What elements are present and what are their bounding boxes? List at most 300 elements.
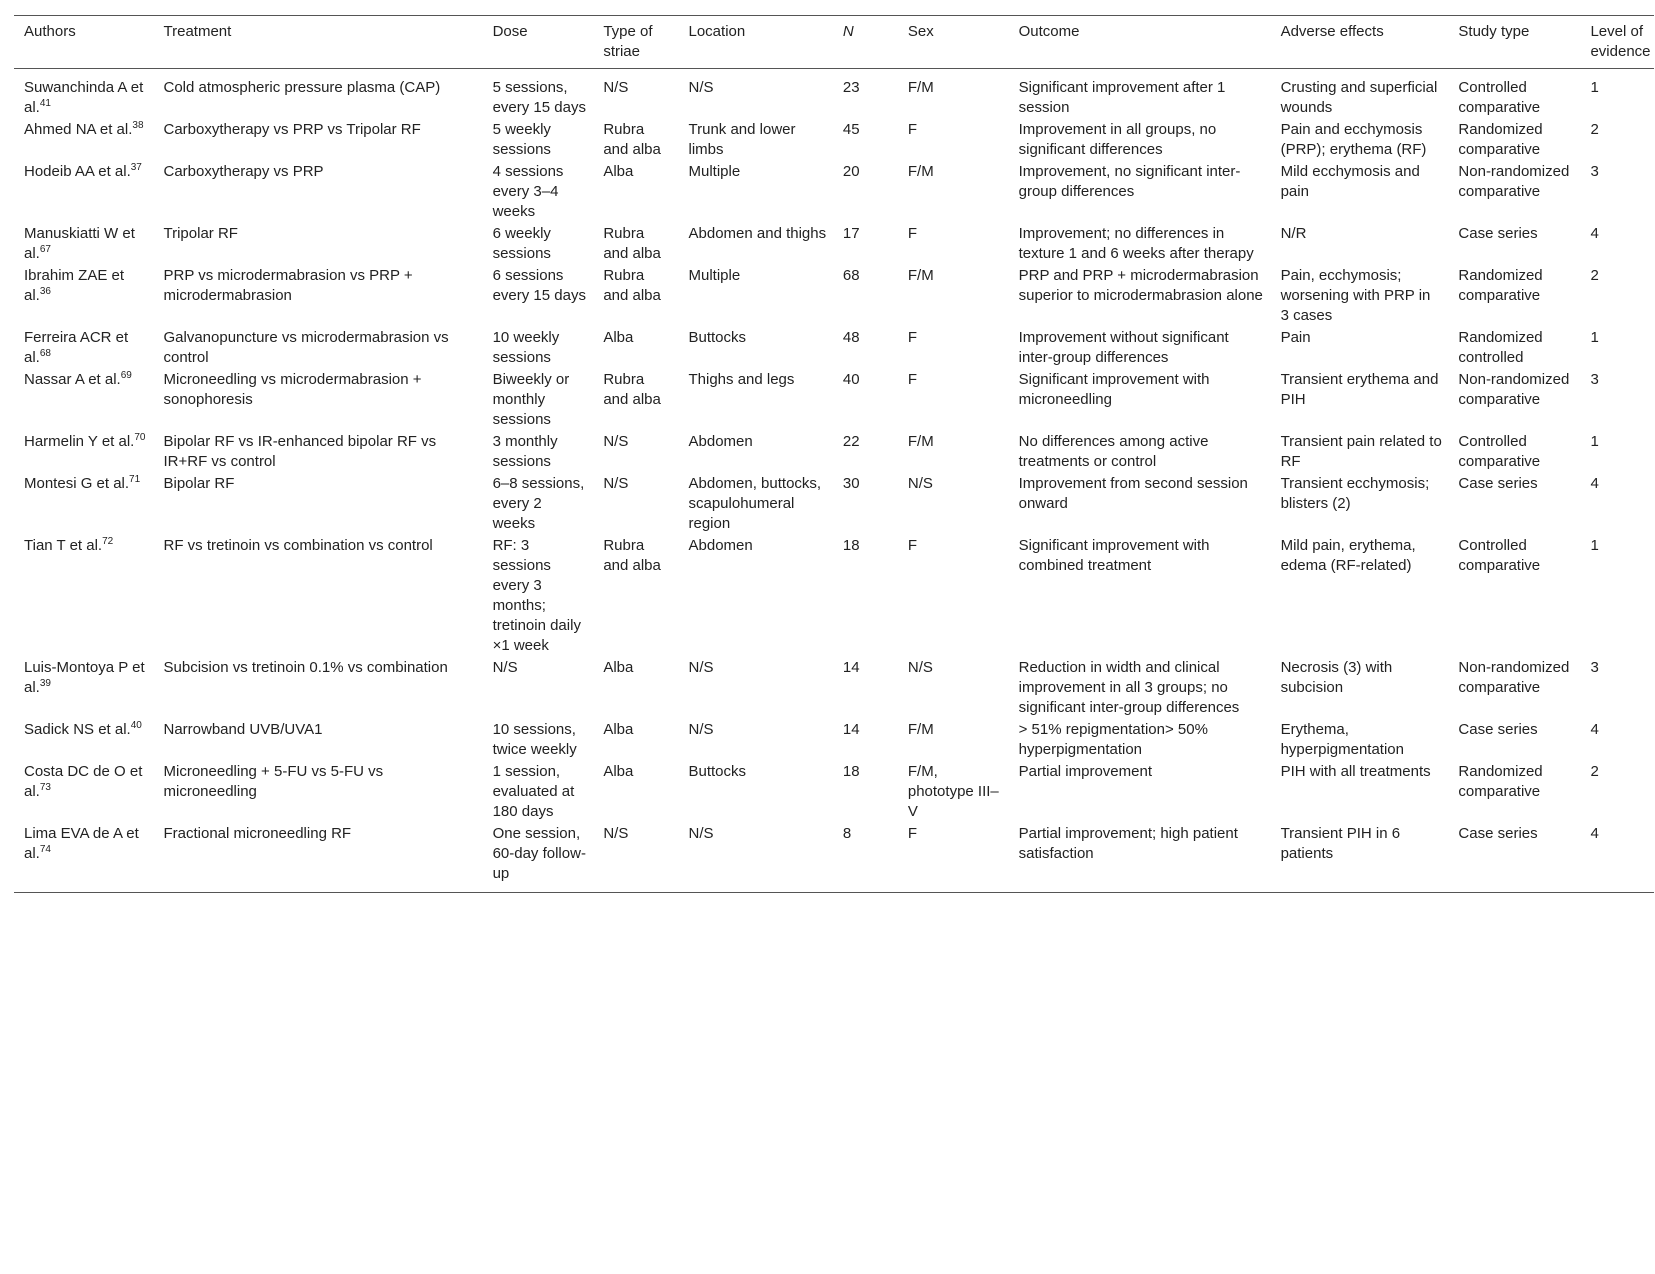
cell-location-text: N/S (688, 659, 714, 676)
cell-adverse-effects (1271, 823, 1449, 893)
cell-n (833, 265, 898, 327)
cell-author-text: Manuskiatti W et al. (24, 225, 135, 262)
cell-author-text: Costa DC de O et al. (24, 763, 143, 800)
cell-striae-type (593, 223, 678, 265)
cell-study-type (1448, 265, 1580, 327)
header-striae-type: Type of striae (593, 16, 678, 69)
cell-level-of-evidence-text: 4 (1590, 825, 1599, 842)
cell-adverse-effects-text: Transient ecchymosis; blisters (2) (1280, 475, 1430, 512)
cell-location (679, 161, 833, 223)
cell-level-of-evidence (1580, 161, 1654, 223)
cell-location (679, 823, 833, 893)
reference-number: 37 (130, 162, 142, 173)
cell-sex-text: N/S (907, 659, 933, 676)
cell-dose-text: N/S (492, 659, 518, 676)
cell-striae-type (593, 369, 678, 431)
cell-author-text: Montesi G et al. (24, 475, 130, 492)
cell-location-text: Abdomen (688, 537, 753, 554)
table-row (14, 265, 1654, 327)
cell-dose (483, 119, 594, 161)
cell-location (679, 369, 833, 431)
cell-dose (483, 223, 594, 265)
cell-location-text: Buttocks (688, 329, 747, 346)
cell-outcome (1009, 719, 1271, 761)
table-row (14, 119, 1654, 161)
cell-level-of-evidence-text: 2 (1590, 267, 1599, 284)
cell-study-type (1448, 657, 1580, 719)
cell-dose-text: 6 weekly sessions (492, 225, 551, 262)
cell-study-type (1448, 431, 1580, 473)
cell-adverse-effects-text: Pain, ecchymosis; worsening with PRP in 3 cases (1280, 267, 1431, 324)
cell-n-text: 23 (842, 79, 860, 96)
cell-location-text: Thighs and legs (688, 371, 795, 388)
table-row (14, 369, 1654, 431)
cell-treatment (154, 161, 483, 223)
cell-outcome-text: Significant improvement with microneedling (1018, 371, 1210, 408)
cell-sex (898, 719, 1009, 761)
table-row (14, 761, 1654, 823)
cell-dose-text: 1 session, evaluated at 180 days (492, 763, 575, 820)
cell-level-of-evidence (1580, 761, 1654, 823)
cell-outcome (1009, 823, 1271, 893)
cell-outcome-text: Partial improvement (1018, 763, 1152, 780)
cell-outcome (1009, 431, 1271, 473)
cell-location (679, 327, 833, 369)
cell-location-text: Abdomen and thighs (688, 225, 827, 242)
cell-dose-text: 6 sessions every 15 days (492, 267, 586, 304)
cell-dose-text: 6–8 sessions, every 2 weeks (492, 475, 585, 532)
cell-author (14, 161, 154, 223)
header-authors: Authors (14, 16, 154, 69)
cell-study-type-text: Case series (1458, 825, 1538, 842)
cell-author (14, 431, 154, 473)
cell-location (679, 431, 833, 473)
cell-sex-text: F/M (907, 433, 934, 450)
cell-location (679, 473, 833, 535)
cell-sex (898, 69, 1009, 120)
cell-author (14, 761, 154, 823)
cell-adverse-effects-text: Transient pain related to RF (1280, 433, 1442, 470)
cell-sex (898, 761, 1009, 823)
cell-n (833, 657, 898, 719)
table-row (14, 161, 1654, 223)
cell-location-text: N/S (688, 825, 714, 842)
cell-study-type-text: Case series (1458, 225, 1538, 242)
cell-n-text: 45 (842, 121, 860, 138)
cell-striae-type-text: Rubra and alba (603, 267, 661, 304)
table-row (14, 719, 1654, 761)
studies-table (14, 15, 1654, 893)
cell-n (833, 223, 898, 265)
cell-location (679, 223, 833, 265)
cell-treatment-text: Fractional microneedling RF (163, 825, 352, 842)
cell-location-text: Trunk and lower limbs (688, 121, 796, 158)
cell-dose (483, 431, 594, 473)
cell-treatment (154, 223, 483, 265)
cell-sex (898, 161, 1009, 223)
cell-study-type-text: Case series (1458, 475, 1538, 492)
cell-treatment-text: Microneedling + 5-FU vs 5-FU vs microneedling (163, 763, 384, 800)
cell-level-of-evidence-text: 2 (1590, 121, 1599, 138)
cell-sex-text: F/M (907, 267, 934, 284)
cell-n (833, 119, 898, 161)
cell-study-type-text: Controlled comparative (1458, 433, 1541, 470)
cell-striae-type (593, 265, 678, 327)
cell-treatment (154, 761, 483, 823)
cell-author-text: Ferreira ACR et al. (24, 329, 129, 366)
cell-n (833, 431, 898, 473)
cell-study-type (1448, 823, 1580, 893)
table-body (14, 69, 1654, 893)
cell-adverse-effects (1271, 431, 1449, 473)
cell-sex-text: F (907, 225, 918, 242)
cell-sex-text: F/M (907, 79, 934, 96)
header-location: Location (679, 16, 833, 69)
cell-sex (898, 369, 1009, 431)
cell-outcome (1009, 327, 1271, 369)
table-row (14, 535, 1654, 657)
cell-treatment-text: Tripolar RF (163, 225, 238, 242)
cell-n-text: 68 (842, 267, 860, 284)
cell-striae-type-text: Alba (603, 763, 634, 780)
cell-author-text: Harmelin Y et al. (24, 433, 135, 450)
cell-author-text: Ibrahim ZAE et al. (24, 267, 125, 304)
cell-adverse-effects (1271, 369, 1449, 431)
cell-level-of-evidence (1580, 265, 1654, 327)
cell-outcome (1009, 369, 1271, 431)
cell-treatment-text: RF vs tretinoin vs combination vs control (163, 537, 433, 554)
table-row (14, 223, 1654, 265)
table-row (14, 69, 1654, 120)
cell-treatment (154, 265, 483, 327)
cell-adverse-effects-text: PIH with all treatments (1280, 763, 1431, 780)
cell-adverse-effects (1271, 223, 1449, 265)
cell-location (679, 719, 833, 761)
cell-striae-type-text: Rubra and alba (603, 121, 661, 158)
cell-striae-type (593, 823, 678, 893)
cell-outcome-text: Partial improvement; high patient satisfaction (1018, 825, 1238, 862)
cell-dose-text: 3 monthly sessions (492, 433, 558, 470)
cell-adverse-effects (1271, 265, 1449, 327)
cell-location (679, 69, 833, 120)
cell-study-type-text: Non-randomized comparative (1458, 163, 1570, 200)
cell-study-type-text: Non-randomized comparative (1458, 371, 1570, 408)
cell-n-text: 14 (842, 659, 860, 676)
cell-n-text: 22 (842, 433, 860, 450)
cell-adverse-effects-text: Mild pain, erythema, edema (RF-related) (1280, 537, 1416, 574)
cell-level-of-evidence (1580, 535, 1654, 657)
cell-treatment (154, 327, 483, 369)
cell-study-type (1448, 119, 1580, 161)
cell-dose (483, 265, 594, 327)
cell-sex-text: F (907, 371, 918, 388)
reference-number: 38 (132, 120, 144, 131)
cell-location (679, 535, 833, 657)
cell-striae-type-text: Rubra and alba (603, 225, 661, 262)
cell-sex-text: F (907, 825, 918, 842)
cell-dose-text: RF: 3 sessions every 3 months; tretinoin daily ×1 week (492, 537, 581, 654)
cell-treatment-text: Carboxytherapy vs PRP (163, 163, 324, 180)
cell-n-text: 17 (842, 225, 860, 242)
cell-outcome (1009, 223, 1271, 265)
cell-level-of-evidence-text: 4 (1590, 225, 1599, 242)
cell-dose-text: 4 sessions every 3–4 weeks (492, 163, 564, 220)
cell-author (14, 369, 154, 431)
cell-n-text: 18 (842, 763, 860, 780)
cell-dose (483, 369, 594, 431)
cell-n-text: 20 (842, 163, 860, 180)
cell-dose (483, 535, 594, 657)
cell-outcome (1009, 161, 1271, 223)
cell-level-of-evidence (1580, 69, 1654, 120)
table-row (14, 473, 1654, 535)
cell-outcome (1009, 535, 1271, 657)
cell-study-type-text: Controlled comparative (1458, 537, 1541, 574)
cell-striae-type-text: Alba (603, 329, 634, 346)
cell-study-type (1448, 69, 1580, 120)
cell-author-text: Sadick NS et al. (24, 721, 131, 738)
cell-treatment (154, 431, 483, 473)
reference-number: 69 (120, 370, 132, 381)
cell-sex (898, 431, 1009, 473)
header-treatment: Treatment (154, 16, 483, 69)
cell-striae-type-text: Alba (603, 721, 634, 738)
cell-level-of-evidence (1580, 657, 1654, 719)
cell-outcome-text: > 51% repigmentation> 50% hyperpigmentation (1018, 721, 1208, 758)
cell-n-text: 8 (842, 825, 852, 842)
cell-location-text: Abdomen, buttocks, scapulohumeral region (688, 475, 822, 532)
cell-sex (898, 473, 1009, 535)
cell-location (679, 657, 833, 719)
cell-striae-type (593, 719, 678, 761)
cell-location-text: Abdomen (688, 433, 753, 450)
header-outcome: Outcome (1009, 16, 1271, 69)
cell-adverse-effects-text: N/R (1280, 225, 1307, 242)
cell-striae-type (593, 327, 678, 369)
cell-sex (898, 223, 1009, 265)
cell-dose-text: 5 sessions, every 15 days (492, 79, 586, 116)
cell-level-of-evidence-text: 4 (1590, 475, 1599, 492)
cell-striae-type (593, 119, 678, 161)
cell-level-of-evidence-text: 4 (1590, 721, 1599, 738)
cell-striae-type (593, 431, 678, 473)
cell-sex (898, 265, 1009, 327)
cell-dose (483, 657, 594, 719)
cell-n (833, 761, 898, 823)
cell-level-of-evidence (1580, 327, 1654, 369)
cell-author (14, 223, 154, 265)
cell-treatment-text: Microneedling vs microdermabrasion + sonophoresis (163, 371, 422, 408)
reference-number: 70 (134, 432, 146, 443)
cell-dose (483, 823, 594, 893)
reference-number: 36 (39, 286, 51, 297)
cell-adverse-effects (1271, 535, 1449, 657)
cell-location-text: Multiple (688, 163, 741, 180)
reference-number: 39 (39, 678, 51, 689)
cell-outcome-text: Improvement without significant inter-group differences (1018, 329, 1229, 366)
cell-n-text: 18 (842, 537, 860, 554)
cell-outcome-text: Improvement, no significant inter-group differences (1018, 163, 1241, 200)
cell-adverse-effects-text: Pain (1280, 329, 1311, 346)
cell-level-of-evidence-text: 1 (1590, 433, 1599, 450)
cell-striae-type-text: Alba (603, 163, 634, 180)
table-row (14, 823, 1654, 893)
cell-level-of-evidence (1580, 431, 1654, 473)
reference-number: 41 (39, 98, 51, 109)
cell-treatment (154, 657, 483, 719)
cell-location-text: Buttocks (688, 763, 747, 780)
cell-study-type (1448, 327, 1580, 369)
cell-outcome-text: No differences among active treatments or control (1018, 433, 1209, 470)
cell-level-of-evidence (1580, 369, 1654, 431)
cell-striae-type-text: Alba (603, 659, 634, 676)
cell-level-of-evidence (1580, 473, 1654, 535)
cell-sex (898, 535, 1009, 657)
cell-striae-type (593, 161, 678, 223)
reference-number: 73 (39, 782, 51, 793)
cell-location (679, 119, 833, 161)
cell-sex (898, 657, 1009, 719)
table-row (14, 327, 1654, 369)
cell-n (833, 823, 898, 893)
cell-author-text: Lima EVA de A et al. (24, 825, 139, 862)
cell-outcome-text: Reduction in width and clinical improvement in all 3 groups; no significant inter-group differences (1018, 659, 1240, 716)
cell-study-type (1448, 223, 1580, 265)
cell-location-text: Multiple (688, 267, 741, 284)
cell-adverse-effects (1271, 69, 1449, 120)
header-n: N (833, 16, 898, 69)
cell-treatment (154, 823, 483, 893)
cell-study-type-text: Controlled comparative (1458, 79, 1541, 116)
cell-level-of-evidence-text: 3 (1590, 371, 1599, 388)
cell-dose-text: One session, 60-day follow-up (492, 825, 586, 882)
cell-striae-type (593, 761, 678, 823)
cell-dose (483, 761, 594, 823)
cell-author-text: Hodeib AA et al. (24, 163, 131, 180)
cell-author-text: Ahmed NA et al. (24, 121, 133, 138)
cell-level-of-evidence-text: 3 (1590, 659, 1599, 676)
reference-number: 72 (102, 536, 114, 547)
cell-level-of-evidence (1580, 719, 1654, 761)
cell-outcome-text: Improvement; no differences in texture 1 and 6 weeks after therapy (1018, 225, 1254, 262)
cell-outcome-text: Significant improvement with combined treatment (1018, 537, 1210, 574)
cell-sex-text: F (907, 329, 918, 346)
cell-striae-type-text: N/S (603, 825, 629, 842)
cell-author (14, 657, 154, 719)
cell-treatment-text: Bipolar RF vs IR-enhanced bipolar RF vs IR+RF vs control (163, 433, 437, 470)
cell-striae-type-text: Rubra and alba (603, 537, 661, 574)
cell-treatment-text: Carboxytherapy vs PRP vs Tripolar RF (163, 121, 421, 138)
cell-dose (483, 473, 594, 535)
cell-sex-text: F/M, phototype III–V (907, 763, 999, 820)
table-row (14, 431, 1654, 473)
cell-dose (483, 327, 594, 369)
cell-adverse-effects (1271, 473, 1449, 535)
cell-adverse-effects (1271, 327, 1449, 369)
cell-n (833, 473, 898, 535)
cell-author-text: Suwanchinda A et al. (24, 79, 144, 116)
cell-treatment-text: PRP vs microdermabrasion vs PRP + microdermabrasion (163, 267, 413, 304)
cell-author (14, 69, 154, 120)
cell-striae-type (593, 473, 678, 535)
cell-study-type-text: Randomized controlled (1458, 329, 1543, 366)
cell-treatment (154, 719, 483, 761)
cell-adverse-effects (1271, 119, 1449, 161)
cell-study-type-text: Non-randomized comparative (1458, 659, 1570, 696)
cell-author-text: Tian T et al. (24, 537, 103, 554)
table-row (14, 657, 1654, 719)
table-container (14, 15, 1654, 893)
cell-adverse-effects-text: Necrosis (3) with subcision (1280, 659, 1393, 696)
cell-treatment (154, 69, 483, 120)
cell-n (833, 161, 898, 223)
cell-outcome (1009, 473, 1271, 535)
cell-study-type-text: Case series (1458, 721, 1538, 738)
cell-dose (483, 719, 594, 761)
cell-location (679, 761, 833, 823)
cell-level-of-evidence (1580, 223, 1654, 265)
cell-treatment-text: Galvanopuncture vs microdermabrasion vs control (163, 329, 449, 366)
cell-author (14, 473, 154, 535)
cell-treatment-text: Subcision vs tretinoin 0.1% vs combination (163, 659, 448, 676)
cell-level-of-evidence-text: 1 (1590, 537, 1599, 554)
cell-outcome-text: Significant improvement after 1 session (1018, 79, 1226, 116)
cell-author (14, 119, 154, 161)
cell-n (833, 327, 898, 369)
cell-study-type (1448, 719, 1580, 761)
cell-n-text: 40 (842, 371, 860, 388)
reference-number: 67 (39, 244, 51, 255)
header-level-of-evidence: Level of evidence (1580, 16, 1654, 69)
cell-adverse-effects (1271, 161, 1449, 223)
cell-level-of-evidence-text: 1 (1590, 79, 1599, 96)
cell-treatment-text: Bipolar RF (163, 475, 235, 492)
cell-dose-text: 5 weekly sessions (492, 121, 551, 158)
header-sex: Sex (898, 16, 1009, 69)
cell-dose-text: 10 weekly sessions (492, 329, 560, 366)
cell-sex-text: N/S (907, 475, 933, 492)
cell-location-text: N/S (688, 721, 714, 738)
cell-treatment (154, 119, 483, 161)
cell-level-of-evidence (1580, 823, 1654, 893)
cell-author (14, 535, 154, 657)
cell-author (14, 265, 154, 327)
cell-adverse-effects (1271, 657, 1449, 719)
cell-dose (483, 69, 594, 120)
cell-adverse-effects (1271, 719, 1449, 761)
reference-number: 74 (39, 844, 51, 855)
cell-level-of-evidence-text: 3 (1590, 163, 1599, 180)
cell-striae-type-text: Rubra and alba (603, 371, 661, 408)
cell-treatment (154, 473, 483, 535)
cell-study-type-text: Randomized comparative (1458, 763, 1543, 800)
cell-outcome-text: Improvement from second session onward (1018, 475, 1248, 512)
cell-sex (898, 119, 1009, 161)
cell-dose (483, 161, 594, 223)
header-study-type: Study type (1448, 16, 1580, 69)
cell-adverse-effects-text: Transient erythema and PIH (1280, 371, 1439, 408)
cell-study-type (1448, 761, 1580, 823)
cell-author-text: Luis-Montoya P et al. (24, 659, 145, 696)
cell-study-type (1448, 369, 1580, 431)
cell-author-text: Nassar A et al. (24, 371, 121, 388)
cell-dose-text: Biweekly or monthly sessions (492, 371, 570, 428)
header-dose: Dose (483, 16, 594, 69)
cell-treatment-text: Cold atmospheric pressure plasma (CAP) (163, 79, 441, 96)
cell-study-type-text: Randomized comparative (1458, 267, 1543, 304)
cell-treatment (154, 535, 483, 657)
cell-study-type (1448, 161, 1580, 223)
